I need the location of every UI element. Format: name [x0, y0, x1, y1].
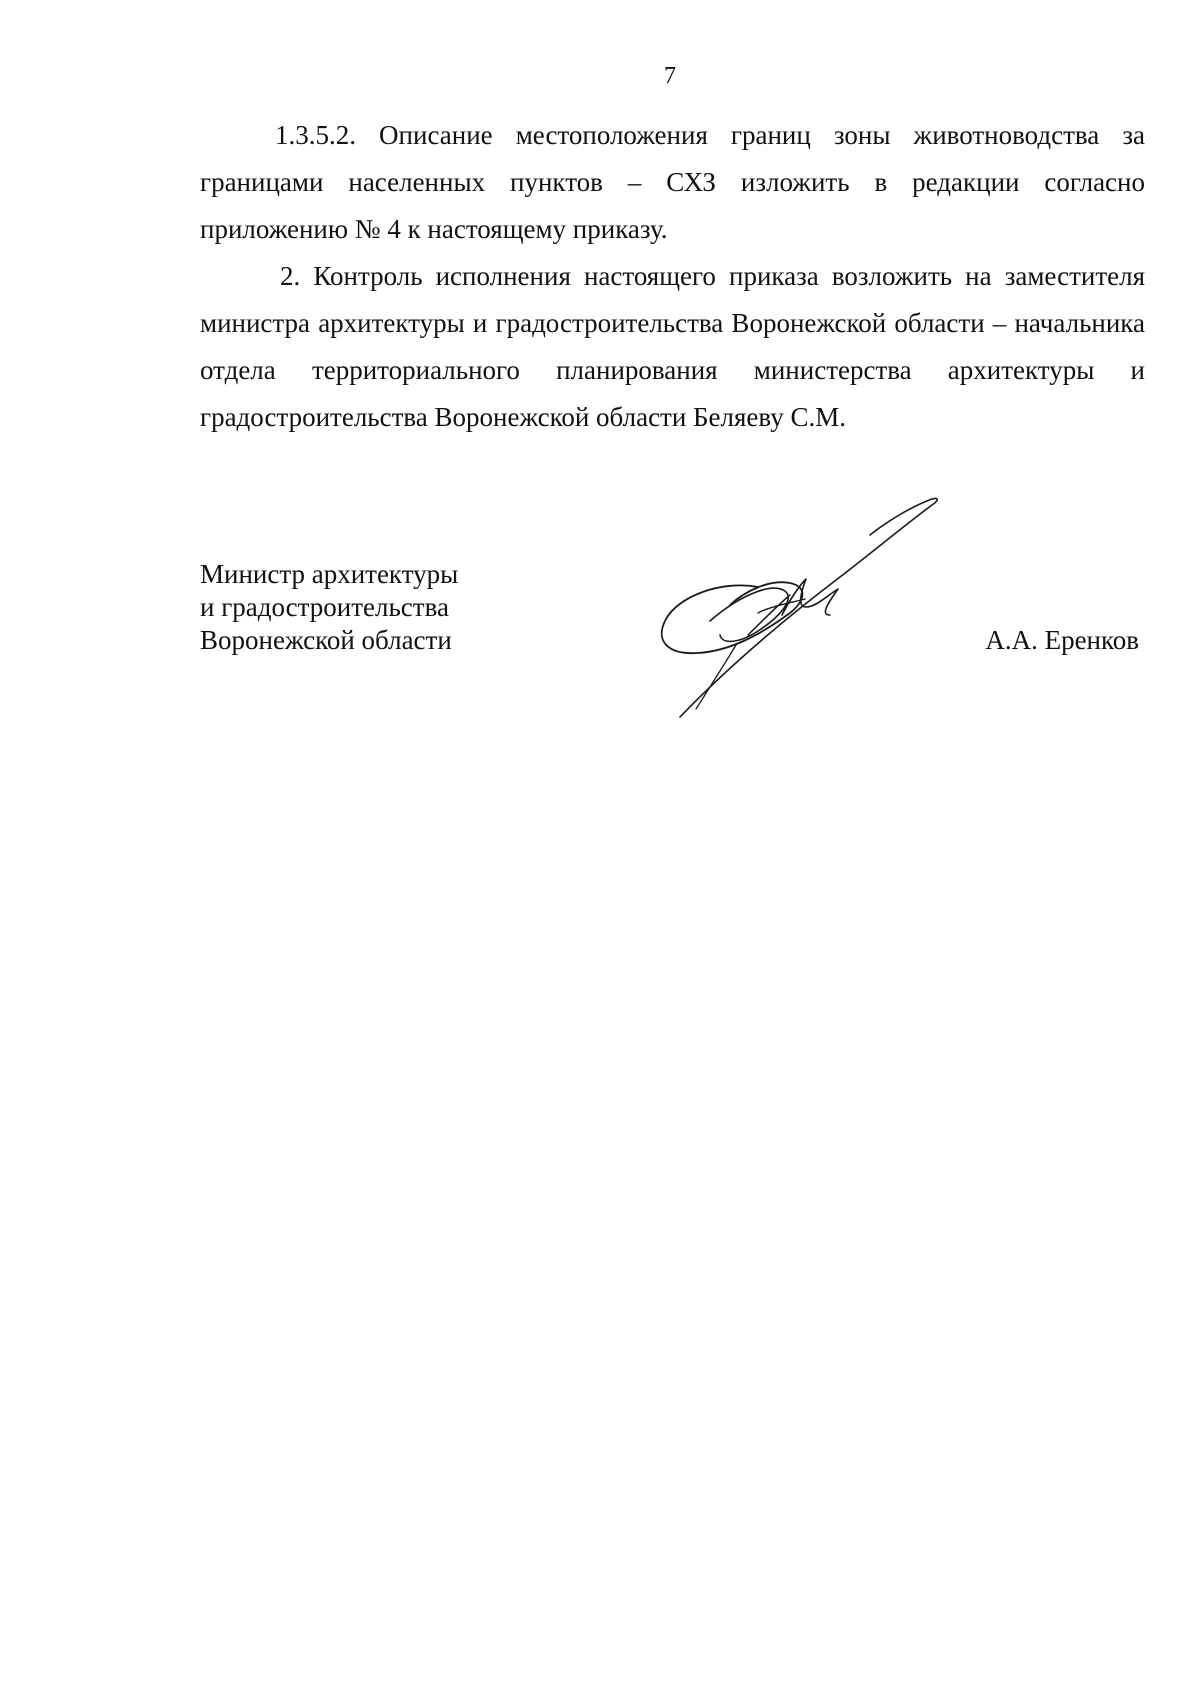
paragraph-2-control: 2. Контроль исполнения настоящего приказа возложить на заместителя министра архитектуры и градостроительства Воронежской области – начальника отдела территориального планирования министерства архитектуры и градостроительства Воронежской области Беляеву С.М.	[200, 261, 1145, 432]
signatory-title-line-3: Воронежской области	[200, 625, 452, 655]
signatory-title-line-1: Министр архитектуры	[200, 559, 459, 589]
signatory-title	[200, 558, 458, 657]
signatory-title-line-2: и градостроительства	[200, 592, 449, 622]
page-number: 7	[664, 63, 676, 89]
paragraph-1-3-5-2: 1.3.5.2. Описание местоположения границ зоны животноводства за границами населенных пунктов – СХЗ изложить в редакции согласно приложению № 4 к настоящему приказу.	[200, 120, 1145, 244]
document-body	[200, 112, 1145, 441]
signatory-name: А.А. Еренков	[985, 625, 1139, 655]
handwritten-signature-icon	[640, 495, 980, 725]
